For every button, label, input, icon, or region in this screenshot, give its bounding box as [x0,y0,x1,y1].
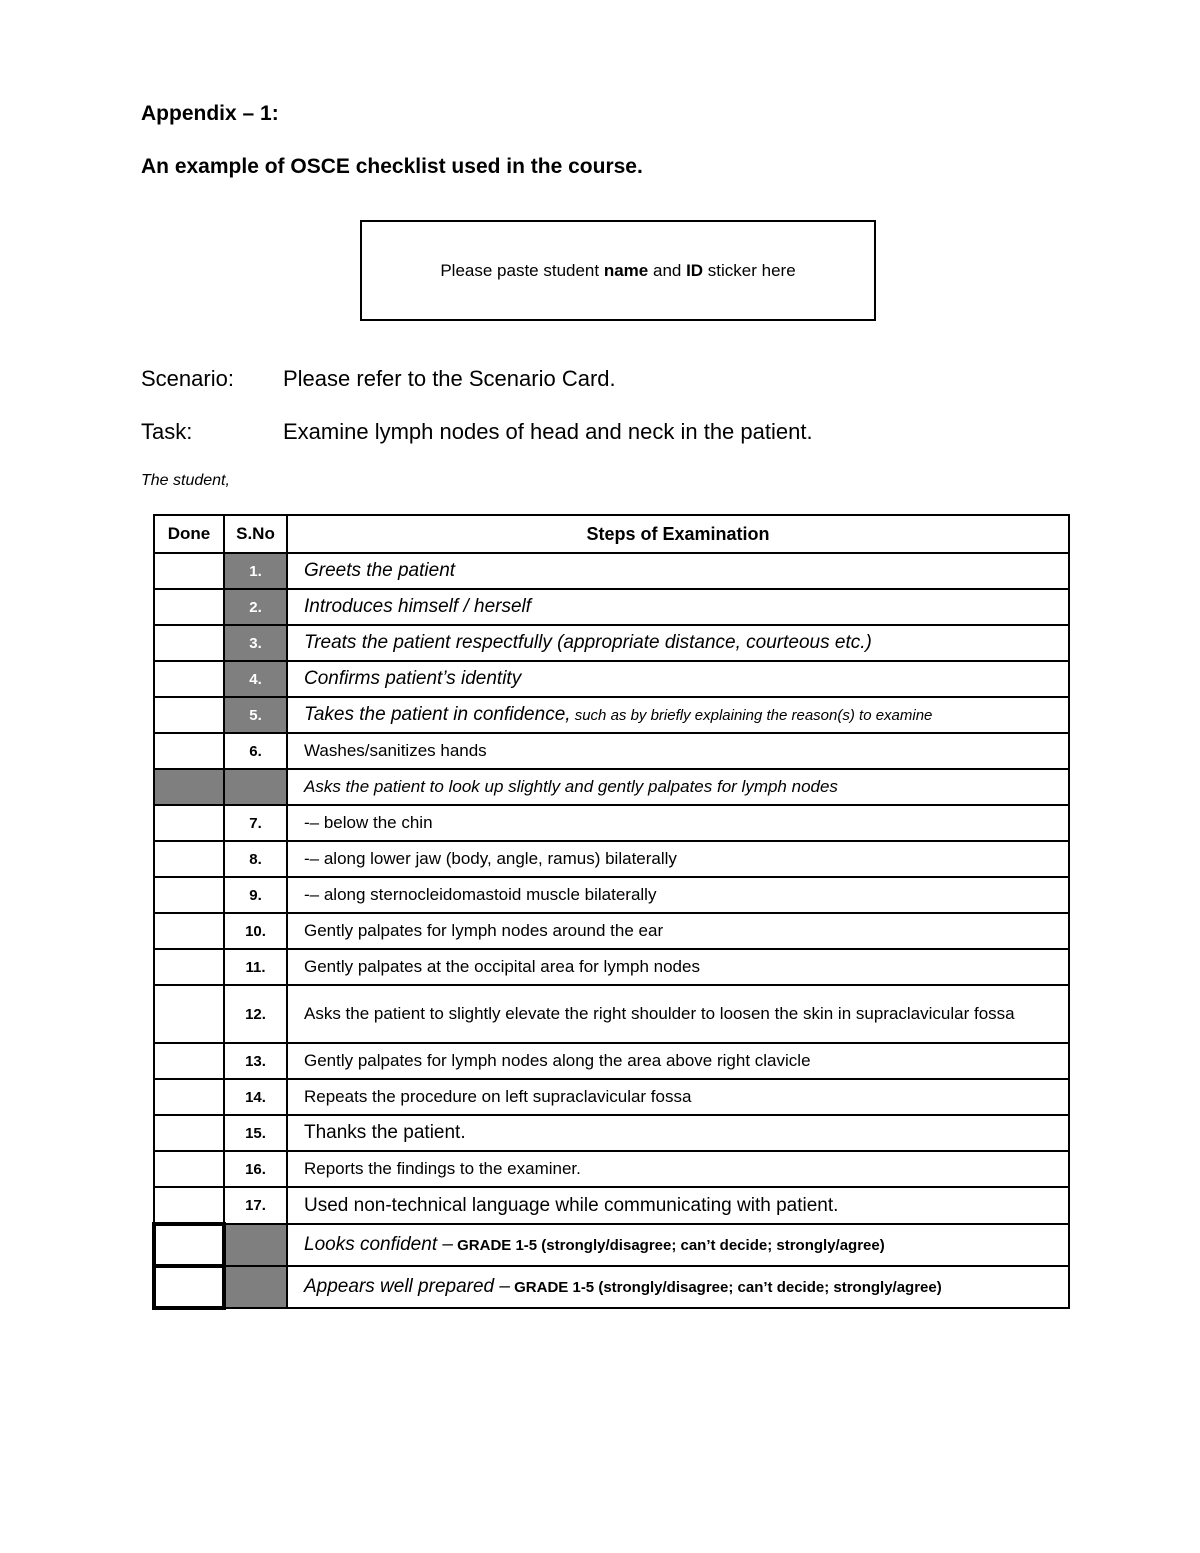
table-row [154,1115,1069,1151]
table-row [154,841,1069,877]
step-number: 6. [224,733,287,769]
done-checkbox-cell[interactable] [154,877,224,913]
done-checkbox-cell[interactable] [154,1115,224,1151]
table-row [154,625,1069,661]
rating-text-cell [287,1266,1069,1308]
done-checkbox-cell[interactable] [154,805,224,841]
sticker-text-name: name [603,260,649,280]
sticker-text-part3: sticker here [703,260,796,280]
table-row [154,949,1069,985]
appendix-heading: Appendix – 1: [141,102,279,125]
sticker-box [360,220,876,321]
header-done: Done [154,515,224,553]
shaded-cell [224,1224,287,1266]
done-checkbox-cell[interactable] [154,1079,224,1115]
step-number: 17. [224,1187,287,1224]
task-row [141,419,813,445]
rating-grade-scale: GRADE 1-5 (strongly/disagree; can’t decide; strongly/agree) [509,1278,942,1296]
sticker-text [440,261,795,281]
table-row [154,985,1069,1043]
step-number: 14. [224,1079,287,1115]
step-text: Asks the patient to slightly elevate the right shoulder to loosen the skin in supraclavicular fossa [287,985,1069,1043]
step-number: 10. [224,913,287,949]
rating-grade-cell[interactable] [154,1224,224,1266]
rating-text-cell [287,1224,1069,1266]
done-checkbox-cell[interactable] [154,985,224,1043]
step-number: 5. [224,697,287,733]
step-text: Used non-technical language while communicating with patient. [287,1187,1069,1224]
table-row [154,877,1069,913]
rating-grade-scale: GRADE 1-5 (strongly/disagree; can’t decide; strongly/agree) [452,1236,885,1254]
scenario-label: Scenario: [141,366,234,391]
done-checkbox-cell[interactable] [154,1151,224,1187]
table-row [154,1187,1069,1224]
scenario-value: Please refer to the Scenario Card. [283,366,616,391]
table-row [154,1079,1069,1115]
step-number: 1. [224,553,287,589]
step-text: Confirms patient’s identity [287,661,1069,697]
done-checkbox-cell[interactable] [154,553,224,589]
table-row [154,697,1069,733]
step-number: 16. [224,1151,287,1187]
shaded-cell [224,1266,287,1308]
step-text-cell [287,697,1069,733]
step-number: 13. [224,1043,287,1079]
step-number: 2. [224,589,287,625]
done-checkbox-cell[interactable] [154,913,224,949]
done-checkbox-cell[interactable] [154,625,224,661]
done-checkbox-cell[interactable] [154,733,224,769]
osce-checklist-table [152,514,1070,1310]
step-text-extra: such as by briefly explaining the reason(s) to examine [570,706,933,724]
step-text: -– below the chin [287,805,1069,841]
table-row [154,805,1069,841]
sticker-text-part1: Please paste student [440,260,604,280]
rating-grade-cell[interactable] [154,1266,224,1308]
step-number: 15. [224,1115,287,1151]
step-number [224,769,287,805]
step-text: Asks the patient to look up slightly and gently palpates for lymph nodes [287,769,1069,805]
sticker-text-id: ID [686,260,704,280]
table-row [154,661,1069,697]
step-number: 7. [224,805,287,841]
step-number: 9. [224,877,287,913]
done-checkbox-cell[interactable] [154,1187,224,1224]
sticker-text-part2: and [648,260,687,280]
done-checkbox-cell[interactable] [154,841,224,877]
table-row [154,733,1069,769]
rating-row [154,1266,1069,1308]
header-steps: Steps of Examination [287,515,1069,553]
done-checkbox-cell[interactable] [154,697,224,733]
step-text: -– along sternocleidomastoid muscle bilaterally [287,877,1069,913]
rating-text: Looks confident – [304,1233,453,1255]
step-text: Gently palpates for lymph nodes around the ear [287,913,1069,949]
step-text: -– along lower jaw (body, angle, ramus) bilaterally [287,841,1069,877]
done-checkbox-cell[interactable] [154,949,224,985]
table-row-section [154,769,1069,805]
step-number: 8. [224,841,287,877]
done-checkbox-cell[interactable] [154,589,224,625]
intro-text: The student, [141,472,230,489]
document-subheading: An example of OSCE checklist used in the course. [141,155,643,178]
rating-text: Appears well prepared – [304,1275,510,1297]
done-checkbox-cell[interactable] [154,661,224,697]
shaded-cell [154,769,224,805]
step-text: Introduces himself / herself [287,589,1069,625]
table-row [154,553,1069,589]
step-number: 3. [224,625,287,661]
task-label: Task: [141,419,193,444]
step-number: 4. [224,661,287,697]
step-text: Thanks the patient. [287,1115,1069,1151]
done-checkbox-cell[interactable] [154,1043,224,1079]
table-row [154,589,1069,625]
step-text: Takes the patient in confidence, [304,703,571,725]
table-row [154,913,1069,949]
step-text: Treats the patient respectfully (appropriate distance, courteous etc.) [287,625,1069,661]
step-text: Gently palpates at the occipital area for lymph nodes [287,949,1069,985]
header-sno: S.No [224,515,287,553]
table-row [154,1151,1069,1187]
step-number: 11. [224,949,287,985]
scenario-row [141,366,616,392]
table-header-row [154,515,1069,553]
step-text: Gently palpates for lymph nodes along the area above right clavicle [287,1043,1069,1079]
step-text: Repeats the procedure on left supraclavicular fossa [287,1079,1069,1115]
step-text: Greets the patient [287,553,1069,589]
step-number: 12. [224,985,287,1043]
rating-row [154,1224,1069,1266]
table-row [154,1043,1069,1079]
step-text: Reports the findings to the examiner. [287,1151,1069,1187]
step-text: Washes/sanitizes hands [287,733,1069,769]
task-value: Examine lymph nodes of head and neck in the patient. [283,419,813,444]
